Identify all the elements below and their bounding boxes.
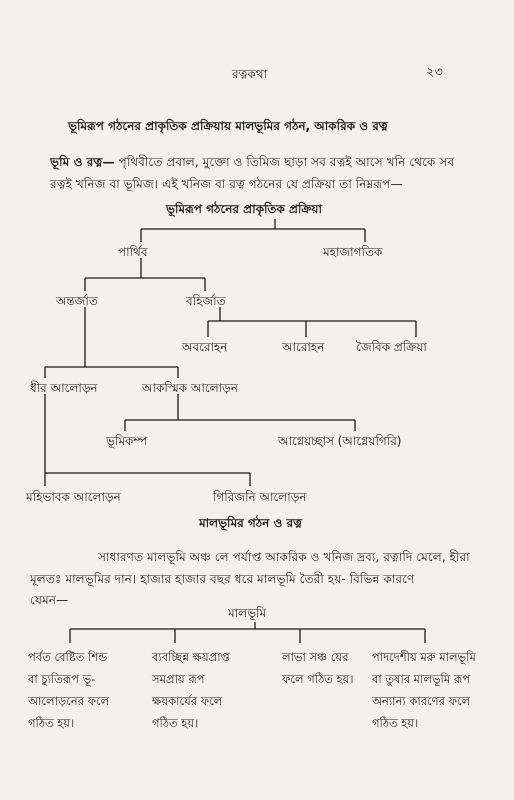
intro-lead: ভূমি ও রত্ন— xyxy=(50,155,115,169)
plateau-cause-1 xyxy=(28,646,109,734)
node-arohan: আরোহন xyxy=(282,340,325,354)
cause-4-line: অন্যান্য কারণের ফলে xyxy=(372,694,471,708)
section-title: ভূমিরূপ গঠনের প্রাকৃতিক প্রক্রিয়ায় মালভূমির গঠন, আকরিক ও রত্ন xyxy=(68,119,388,133)
running-title: রত্নকথা xyxy=(232,67,268,81)
node-dhir-alodan: ধীর আলোড়ন xyxy=(30,381,98,395)
plateau-cause-4 xyxy=(372,646,476,734)
cause-4-line: বা তুষার মালভূমি রূপ xyxy=(372,672,471,686)
node-bahirjat: বহির্জাত xyxy=(186,294,226,308)
node-bhumikampa: ভূমিকম্প xyxy=(106,434,148,448)
intro-text-1: পৃথিবীতে প্রবাল, মুক্তো ও তিমিজ ছাড়া সব রত্নই আসে খনি থেকে সব xyxy=(114,155,455,169)
node-mahajagatik: মহাজাগতিক xyxy=(323,245,383,259)
node-antarjat: অন্তর্জাত xyxy=(56,294,98,308)
para2-line-1: সাধারণত মালভূমি অঞ্চ লে পর্যাপ্ত আকরিক ও খনিজ দ্রব্য, রত্নাদি মেলে, হীরা xyxy=(98,550,470,564)
para2-line-2: মূলতঃ মালভূমির দান। হাজার হাজার বছর ধরে মালভূমি তৈরী হয়- বিভিন্ন কারণে xyxy=(30,572,415,586)
cause-3-line: লাভা সঞ্চ য়ের xyxy=(282,650,349,664)
cause-2-line: সমপ্রায় রূপ xyxy=(152,672,205,686)
cause-1-line: গঠিত হয়। xyxy=(28,716,75,730)
cause-4-line: পাদদেশীয় মরু মালভূমি xyxy=(372,650,476,664)
cause-1-line: বা চ্যুতিরূপ ভূ- xyxy=(28,672,96,686)
cause-3-line: ফলে গঠিত হয়। xyxy=(282,672,354,686)
cause-1-line: আলোড়নের ফলে xyxy=(28,694,110,708)
cause-2-line: ব্যবচ্ছিন্ন ক্ষয়প্রাপ্ত xyxy=(152,650,230,664)
node-akasmik-alodan: আকস্মিক আলোড়ন xyxy=(142,381,238,395)
node-girijani: গিরিজনি আলোড়ন xyxy=(213,490,307,504)
cause-2-line: গঠিত হয়। xyxy=(152,716,199,730)
plateau-cause-2 xyxy=(152,646,230,734)
plateau-cause-3 xyxy=(282,646,353,690)
para2-line-3: যেমন— xyxy=(30,593,69,607)
cause-1-line: পর্বত বেষ্টিত শিন্ড xyxy=(28,650,108,664)
node-abarohan: অবরোহন xyxy=(182,340,228,354)
node-jaibik: জৈবিক প্রক্রিয়া xyxy=(356,340,427,354)
subtitle-plateau: মালভূমির গঠন ও রত্ন xyxy=(199,516,302,530)
page-number: ২৩ xyxy=(426,65,443,80)
node-parthib: পার্থিব xyxy=(118,245,148,259)
node-root-process: ভূমিরূপ গঠনের প্রাকৃতিক প্রক্রিয়া xyxy=(166,202,322,216)
node-agnyutpat: আগ্নেয়চ্ছাস (আগ্নেয়গিরি) xyxy=(278,434,402,448)
node-malabhumi: মালভূমি xyxy=(228,606,267,620)
cause-4-line: গঠিত হয়। xyxy=(372,716,419,730)
node-mahibhabak: মহিভাবক আলোড়ন xyxy=(26,490,121,504)
cause-2-line: ক্ষয়কার্যের ফলে xyxy=(152,694,223,708)
intro-line-2: রত্নই খনিজ বা ভূমিজ। এই খনিজ বা রত্ন গঠনের যে প্রক্রিয়া তা নিম্নরূপ— xyxy=(50,177,403,191)
